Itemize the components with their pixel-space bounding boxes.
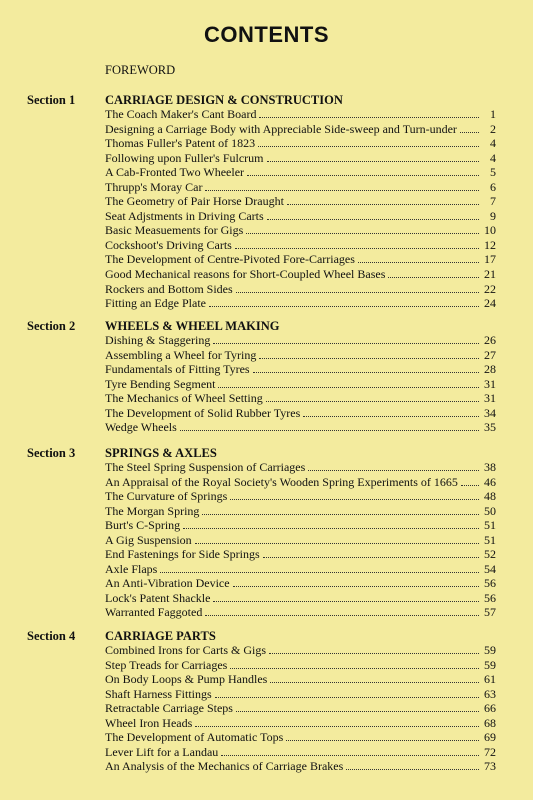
- entry-page-number: 66: [484, 701, 496, 716]
- entry-title: Axle Flaps: [105, 561, 158, 576]
- entry-title: The Morgan Spring: [105, 503, 200, 518]
- entry-title: Thrupp's Moray Car: [105, 179, 203, 194]
- entry-page-number: 10: [484, 223, 496, 238]
- dot-leader: [267, 160, 479, 162]
- dot-leader: [358, 261, 479, 263]
- foreword-entry: FOREWORD: [105, 63, 176, 77]
- dot-leader: [247, 174, 479, 176]
- entry-title: Step Treads for Carriages: [105, 657, 228, 672]
- toc-entry: [105, 475, 496, 490]
- entry-list: [105, 107, 496, 311]
- toc-entry: [105, 716, 496, 731]
- toc-entry: [105, 238, 496, 253]
- dot-leader: [235, 247, 479, 249]
- dot-leader: [461, 484, 479, 486]
- toc-entry: [105, 333, 496, 348]
- dot-leader: [213, 600, 479, 602]
- entry-page-number: 59: [484, 657, 496, 672]
- dot-leader: [218, 386, 479, 388]
- dot-leader: [195, 542, 479, 544]
- entry-page-number: 34: [484, 405, 496, 420]
- toc-entry: [105, 252, 496, 267]
- entry-title: Lever Lift for a Landau: [105, 744, 219, 759]
- entry-page-number: 4: [490, 150, 496, 165]
- dot-leader: [270, 681, 479, 683]
- toc-entry: [105, 267, 496, 282]
- toc-entry: [105, 282, 496, 297]
- entry-page-number: 51: [484, 518, 496, 533]
- entry-page-number: 4: [490, 136, 496, 151]
- section-heading: WHEELS & WHEEL MAKING: [105, 319, 280, 333]
- toc-entry: [105, 460, 496, 475]
- entry-title: Basic Measuements for Gigs: [105, 223, 244, 238]
- toc-entry: [105, 658, 496, 673]
- toc-entry: [105, 504, 496, 519]
- dot-leader: [236, 710, 479, 712]
- dot-leader: [160, 571, 479, 573]
- dot-leader: [259, 116, 479, 118]
- toc-entry: [105, 107, 496, 122]
- entry-title: An Anti-Vibration Device: [105, 576, 230, 591]
- entry-title: The Development of Centre-Pivoted Fore-Carriages: [105, 252, 355, 267]
- entry-title: An Analysis of the Mechanics of Carriage Brakes: [105, 759, 344, 774]
- dot-leader: [236, 291, 479, 293]
- entry-title: Warranted Faggoted: [105, 605, 203, 620]
- entry-title: Dishing & Staggering: [105, 333, 211, 347]
- toc-entry: [105, 576, 496, 591]
- toc-entry: [105, 391, 496, 406]
- dot-leader: [388, 276, 479, 278]
- dot-leader: [460, 131, 479, 133]
- section-label: Section 3: [27, 446, 76, 460]
- entry-page-number: 26: [484, 333, 496, 347]
- entry-page-number: 54: [484, 561, 496, 576]
- entry-title: Lock's Patent Shackle: [105, 590, 211, 605]
- entry-page-number: 12: [484, 237, 496, 252]
- dot-leader: [230, 667, 479, 669]
- entry-title: A Gig Suspension: [105, 532, 192, 547]
- section-label: Section 2: [27, 319, 76, 333]
- entry-title: Assembling a Wheel for Tyring: [105, 347, 257, 362]
- entry-page-number: 46: [484, 474, 496, 489]
- dot-leader: [213, 342, 479, 344]
- toc-entry: [105, 518, 496, 533]
- dot-leader: [259, 357, 479, 359]
- dot-leader: [269, 652, 479, 654]
- toc-entry: [105, 194, 496, 209]
- entry-title: Thomas Fuller's Patent of 1823: [105, 136, 256, 151]
- toc-entry: [105, 223, 496, 238]
- toc-entry: [105, 122, 496, 137]
- dot-leader: [233, 585, 479, 587]
- toc-entry: [105, 151, 496, 166]
- entry-title: A Cab-Fronted Two Wheeler: [105, 165, 245, 180]
- dot-leader: [195, 725, 479, 727]
- entry-page-number: 21: [484, 267, 496, 282]
- dot-leader: [303, 415, 479, 417]
- toc-entry: [105, 533, 496, 548]
- dot-leader: [183, 527, 479, 529]
- dot-leader: [209, 305, 479, 307]
- entry-page-number: 68: [484, 715, 496, 730]
- entry-page-number: 31: [484, 391, 496, 406]
- entry-list: [105, 333, 496, 435]
- entry-title: End Fastenings for Side Springs: [105, 547, 260, 562]
- entry-title: Designing a Carriage Body with Appreciable Side-sweep and Turn-under: [105, 121, 457, 136]
- entry-page-number: 28: [484, 362, 496, 377]
- toc-entry: [105, 406, 496, 421]
- toc-entry: [105, 296, 496, 311]
- dot-leader: [258, 145, 479, 147]
- entry-title: Combined Irons for Carts & Gigs: [105, 643, 266, 657]
- entry-page-number: 1: [490, 107, 496, 121]
- entry-page-number: 22: [484, 281, 496, 296]
- toc-entry: [105, 759, 496, 774]
- dot-leader: [202, 513, 479, 515]
- entry-page-number: 31: [484, 376, 496, 391]
- entry-title: The Steel Spring Suspension of Carriages: [105, 460, 306, 474]
- entry-page-number: 48: [484, 489, 496, 504]
- dot-leader: [263, 556, 479, 558]
- entry-title: Fundamentals of Fitting Tyres: [105, 362, 250, 377]
- page-title: CONTENTS: [204, 22, 329, 47]
- entry-title: Fitting an Edge Plate: [105, 296, 206, 311]
- entry-page-number: 17: [484, 252, 496, 267]
- entry-title: The Mechanics of Wheel Setting: [105, 391, 263, 406]
- section-label: Section 1: [27, 93, 76, 107]
- toc-entry: [105, 377, 496, 392]
- entry-page-number: 56: [484, 590, 496, 605]
- section-label: Section 4: [27, 629, 76, 643]
- entry-title: Retractable Carriage Steps: [105, 701, 233, 716]
- entry-title: Tyre Bending Segment: [105, 376, 216, 391]
- dot-leader: [246, 232, 479, 234]
- toc-entry: [105, 489, 496, 504]
- dot-leader: [230, 498, 479, 500]
- entry-page-number: 38: [484, 460, 496, 474]
- toc-entry: [105, 605, 496, 620]
- entry-title: Rockers and Bottom Sides: [105, 281, 233, 296]
- entry-page-number: 7: [490, 194, 496, 209]
- entry-title: On Body Loops & Pump Handles: [105, 672, 268, 687]
- entry-title: Cockshoot's Driving Carts: [105, 237, 232, 252]
- entry-list: [105, 460, 496, 620]
- entry-page-number: 27: [484, 347, 496, 362]
- toc-entry: [105, 730, 496, 745]
- entry-page-number: 9: [490, 208, 496, 223]
- entry-page-number: 5: [490, 165, 496, 180]
- entry-list: [105, 643, 496, 774]
- toc-entry: [105, 165, 496, 180]
- section-heading: CARRIAGE DESIGN & CONSTRUCTION: [105, 93, 343, 107]
- section-heading: CARRIAGE PARTS: [105, 629, 216, 643]
- entry-title: The Curvature of Springs: [105, 489, 228, 504]
- entry-page-number: 35: [484, 420, 496, 435]
- entry-title: The Geometry of Pair Horse Draught: [105, 194, 284, 209]
- entry-page-number: 69: [484, 730, 496, 745]
- entry-page-number: 24: [484, 296, 496, 311]
- entry-title: Shaft Harness Fittings: [105, 686, 212, 701]
- dot-leader: [266, 400, 479, 402]
- toc-entry: [105, 348, 496, 363]
- toc-entry: [105, 420, 496, 435]
- toc-entry: [105, 591, 496, 606]
- dot-leader: [346, 768, 479, 770]
- dot-leader: [308, 469, 479, 471]
- toc-entry: [105, 136, 496, 151]
- dot-leader: [205, 614, 479, 616]
- dot-leader: [286, 739, 479, 741]
- toc-entry: [105, 362, 496, 377]
- entry-page-number: 63: [484, 686, 496, 701]
- entry-title: Good Mechanical reasons for Short-Coupled Wheel Bases: [105, 267, 386, 282]
- toc-entry: [105, 209, 496, 224]
- entry-title: Seat Adjstments in Driving Carts: [105, 208, 264, 223]
- entry-page-number: 52: [484, 547, 496, 562]
- entry-title: Following upon Fuller's Fulcrum: [105, 150, 264, 165]
- entry-page-number: 57: [484, 605, 496, 620]
- dot-leader: [287, 203, 479, 205]
- toc-entry: [105, 643, 496, 658]
- toc-entry: [105, 701, 496, 716]
- section-heading: SPRINGS & AXLES: [105, 446, 217, 460]
- dot-leader: [267, 218, 479, 220]
- dot-leader: [180, 429, 479, 431]
- entry-page-number: 2: [490, 121, 496, 136]
- entry-page-number: 59: [484, 643, 496, 657]
- dot-leader: [215, 696, 479, 698]
- entry-title: The Development of Automatic Tops: [105, 730, 284, 745]
- dot-leader: [221, 754, 479, 756]
- entry-page-number: 61: [484, 672, 496, 687]
- toc-entry: [105, 687, 496, 702]
- entry-page-number: 6: [490, 179, 496, 194]
- entry-title: The Coach Maker's Cant Board: [105, 107, 257, 121]
- entry-page-number: 73: [484, 759, 496, 774]
- entry-page-number: 56: [484, 576, 496, 591]
- entry-page-number: 50: [484, 503, 496, 518]
- toc-entry: [105, 672, 496, 687]
- entry-title: An Appraisal of the Royal Society's Wooden Spring Experiments of 1665: [105, 474, 458, 489]
- toc-entry: [105, 562, 496, 577]
- entry-page-number: 51: [484, 532, 496, 547]
- entry-title: Wheel Iron Heads: [105, 715, 193, 730]
- toc-entry: [105, 547, 496, 562]
- entry-title: The Development of Solid Rubber Tyres: [105, 405, 301, 420]
- toc-entry: [105, 745, 496, 760]
- entry-title: Wedge Wheels: [105, 420, 177, 435]
- toc-entry: [105, 180, 496, 195]
- entry-title: Burt's C-Spring: [105, 518, 181, 533]
- entry-page-number: 72: [484, 744, 496, 759]
- dot-leader: [253, 371, 479, 373]
- dot-leader: [205, 189, 479, 191]
